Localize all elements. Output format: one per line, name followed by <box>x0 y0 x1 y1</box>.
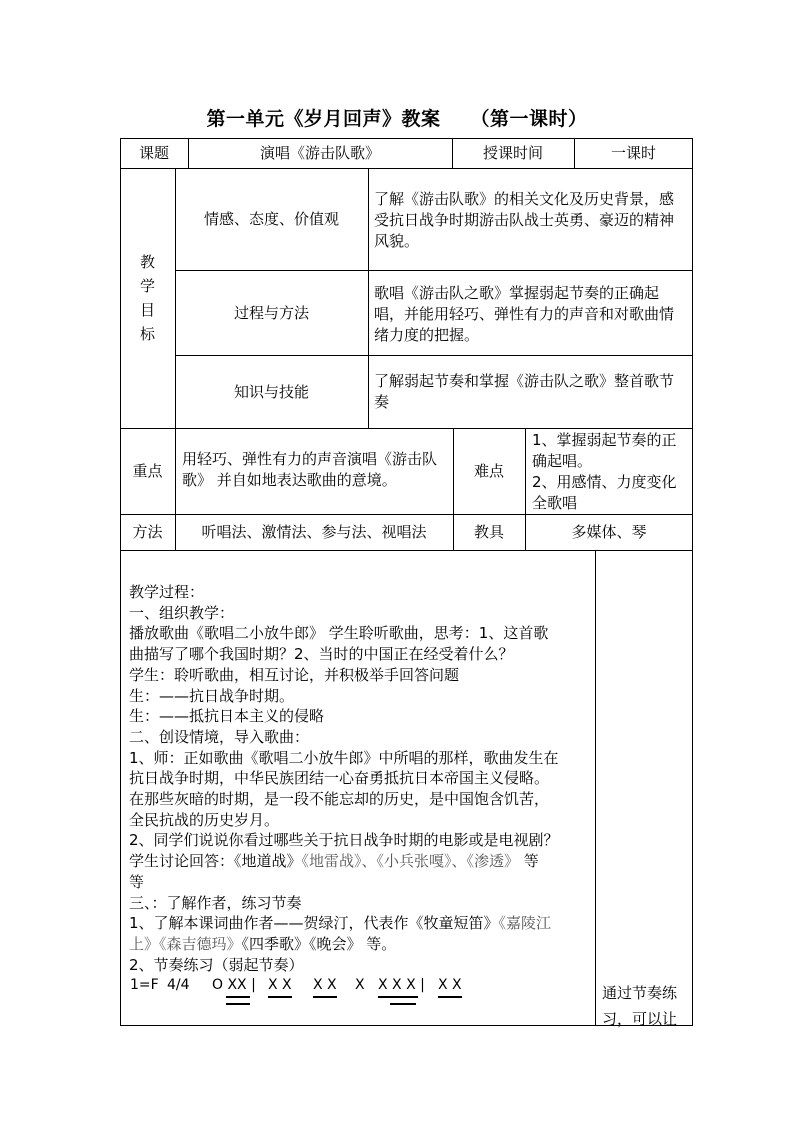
rhythm-group-5: X X X | <box>378 977 425 993</box>
title-sub: （第一课时） <box>470 108 588 130</box>
rhythm-group-2: X X <box>268 977 292 993</box>
objective-category-emotion: 情感、态度、价值观 <box>203 210 339 228</box>
objective-category-process: 过程与方法 <box>233 303 309 322</box>
tools-value: 多媒体、琴 <box>571 523 647 541</box>
method-value: 听唱法、激情法、参与法、视唱法 <box>201 523 427 541</box>
tools-label: 教具 <box>473 523 504 541</box>
objective-category-knowledge: 知识与技能 <box>233 382 309 401</box>
difficulty-label: 难点 <box>473 462 504 480</box>
time-value: 一课时 <box>610 144 656 162</box>
time-label: 授课时间 <box>482 144 543 162</box>
objective-content-knowledge: 了解弱起节奏和掌握《游击队之歌》整首歌节奏 <box>374 372 675 411</box>
rhythm-underline <box>226 1003 250 1005</box>
side-note: 通过节奏练习，可以让 <box>602 984 678 1028</box>
rhythm-key: 1=F <box>130 977 159 993</box>
objective-content-emotion: 了解《游击队歌》的相关文化及历史背景，感受抗日战争时期游击队战士英勇、豪迈的精神风貌。 <box>374 190 675 250</box>
rhythm-underline <box>438 996 462 998</box>
title-main: 第一单元《岁月回声》教案 <box>206 108 441 130</box>
subject-label: 课题 <box>138 144 169 162</box>
teaching-process: 教学过程： 一、组织教学： 播放歌曲《歌唱二小放牛郎》 学生聆听歌曲，思考：1、这首歌 曲描写了哪个我国时期？2、当时的中国正在经受着什么？ 学生：聆听歌曲，相互讨论，并积极举手回答问题 生：——抗日战争时期。 生：——抵抗日本主义的侵略 二、创设情境，导入歌曲： 1、师：正如歌曲《歌唱二小放牛郎》中所唱的那样，歌曲发生在 抗日战争时期，中华民族团结一心奋勇抵抗日本帝国主义侵略。 在那些灰暗的时期，是一段不能忘却的历史，是中国饱含饥苦， 全民抗战的历史岁月。 2、同学们说说你看过哪些关于抗日战争时期的电影或是电视剧？ 学生讨论回答：《地道战》《地雷战》、《小兵张嘎》、《渗透》 等 等 三、：了解作者，练习节奏 1、了解本课词曲作者——贺绿汀，代表作《牧童短笛》《嘉陵江 上》《森吉德玛》《四季歌》《晚会》 等。 2、节奏练习（弱起节奏） <box>129 583 559 974</box>
rhythm-group-6: X X <box>438 977 462 993</box>
method-label: 方法 <box>132 523 163 541</box>
objective-content-process: 歌唱《游击队之歌》掌握弱起节奏的正确起唱，并能用轻巧、弹性有力的声音和对歌曲情绪力度的把握。 <box>374 284 675 344</box>
rhythm-underline <box>378 996 418 998</box>
page-title <box>0 104 794 131</box>
key-point-label: 重点 <box>132 462 163 480</box>
rhythm-underline <box>313 996 337 998</box>
rhythm-group-4: X <box>355 977 365 993</box>
rhythm-underline <box>268 996 292 998</box>
subject-value: 演唱《游击队歌》 <box>259 144 380 162</box>
difficulty-value: 1、掌握弱起节奏的正确起唱。 2、用感情、力度变化全歌唱 <box>532 431 677 512</box>
objectives-label: 教 学 目 标 <box>139 253 155 343</box>
rhythm-group-3: X X <box>313 977 337 993</box>
rhythm-underline <box>390 1003 416 1005</box>
rhythm-underline <box>226 996 250 998</box>
key-point-value: 用轻巧、弹性有力的声音演唱《游击队歌》 并自如地表达歌曲的意境。 <box>182 450 438 489</box>
rhythm-meter: 4/4 <box>167 977 190 993</box>
rhythm-group-1: O XX | <box>212 977 256 993</box>
